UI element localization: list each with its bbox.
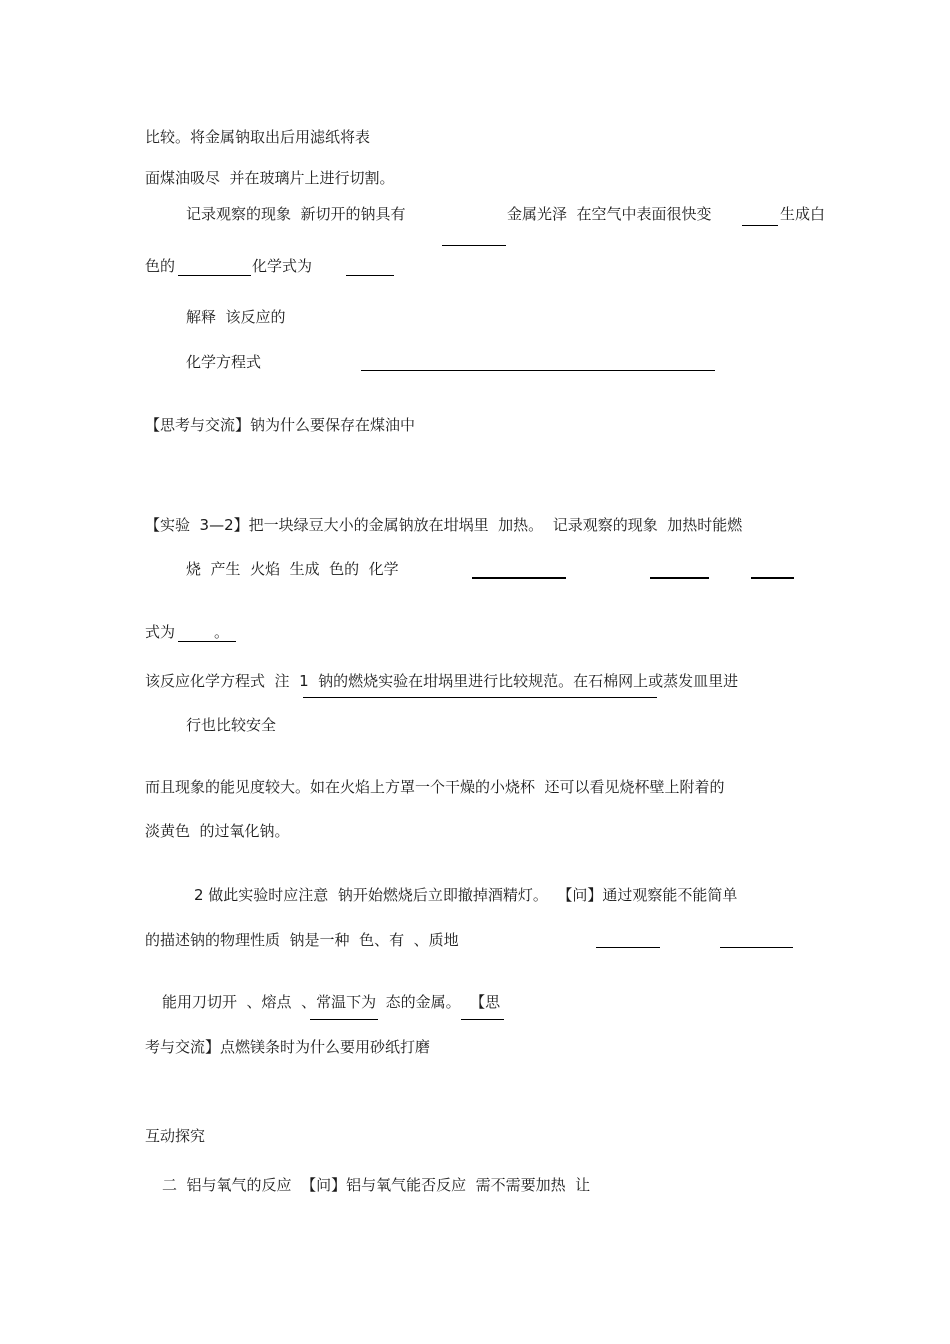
text-line: 能用刀切开 、熔点 、常温下为 态的金属。 【思 xyxy=(162,993,501,1011)
blank-line xyxy=(596,947,660,948)
blank-line xyxy=(751,577,794,579)
text-line: 2 做此实验时应注意 钠开始燃烧后立即撤掉酒精灯。 【问】通过观察能不能简单 xyxy=(194,886,738,904)
blank-line xyxy=(472,577,566,579)
text-line: 化学式为 xyxy=(252,257,313,275)
blank-line xyxy=(178,275,251,276)
blank-line xyxy=(361,370,715,371)
blank-line xyxy=(303,697,657,698)
blank-line xyxy=(650,577,709,579)
text-line: 金属光泽 在空气中表面很快变 xyxy=(507,205,712,223)
text-line: 。 xyxy=(214,623,230,641)
text-line: 考与交流】点燃镁条时为什么要用砂纸打磨 xyxy=(145,1038,431,1056)
text-line: 比较。将金属钠取出后用滤纸将表 xyxy=(145,128,371,146)
text-line: 生成白 xyxy=(780,205,826,223)
text-line: 化学方程式 xyxy=(186,353,262,371)
text-line: 【实验 3—2】把一块绿豆大小的金属钠放在坩埚里 加热。 记录观察的现象 加热时能燃 xyxy=(145,516,743,534)
text-line: 烧 产生 火焰 生成 色的 化学 xyxy=(186,560,399,578)
text-line: 记录观察的现象 新切开的钠具有 xyxy=(186,205,406,223)
text-line: 该反应化学方程式 注 1 钠的燃烧实验在坩埚里进行比较规范。在石棉网上或蒸发皿里进 xyxy=(145,672,739,690)
text-line: 行也比较安全 xyxy=(186,716,277,734)
text-line: 式为 xyxy=(145,623,176,641)
blank-line xyxy=(442,245,506,246)
text-line: 二 铝与氧气的反应 【问】铝与氧气能否反应 需不需要加热 让 xyxy=(162,1176,591,1194)
text-line: 而且现象的能见度较大。如在火焰上方罩一个干燥的小烧杯 还可以看见烧杯壁上附着的 xyxy=(145,778,725,796)
text-line: 解释 该反应的 xyxy=(186,308,286,326)
blank-line xyxy=(742,225,778,226)
text-line: 面煤油吸尽 并在玻璃片上进行切割。 xyxy=(145,169,395,187)
blank-line xyxy=(461,1019,504,1020)
text-line: 的描述钠的物理性质 钠是一种 色、有 、质地 xyxy=(145,931,459,949)
section-heading: 互动探究 xyxy=(145,1127,206,1145)
text-line: 【思考与交流】钠为什么要保存在煤油中 xyxy=(145,416,416,434)
text-line: 淡黄色 的过氧化钠。 xyxy=(145,822,290,840)
text-line: 色的 xyxy=(145,257,176,275)
blank-line xyxy=(310,1019,378,1020)
blank-line xyxy=(720,947,793,948)
blank-line xyxy=(346,275,394,276)
